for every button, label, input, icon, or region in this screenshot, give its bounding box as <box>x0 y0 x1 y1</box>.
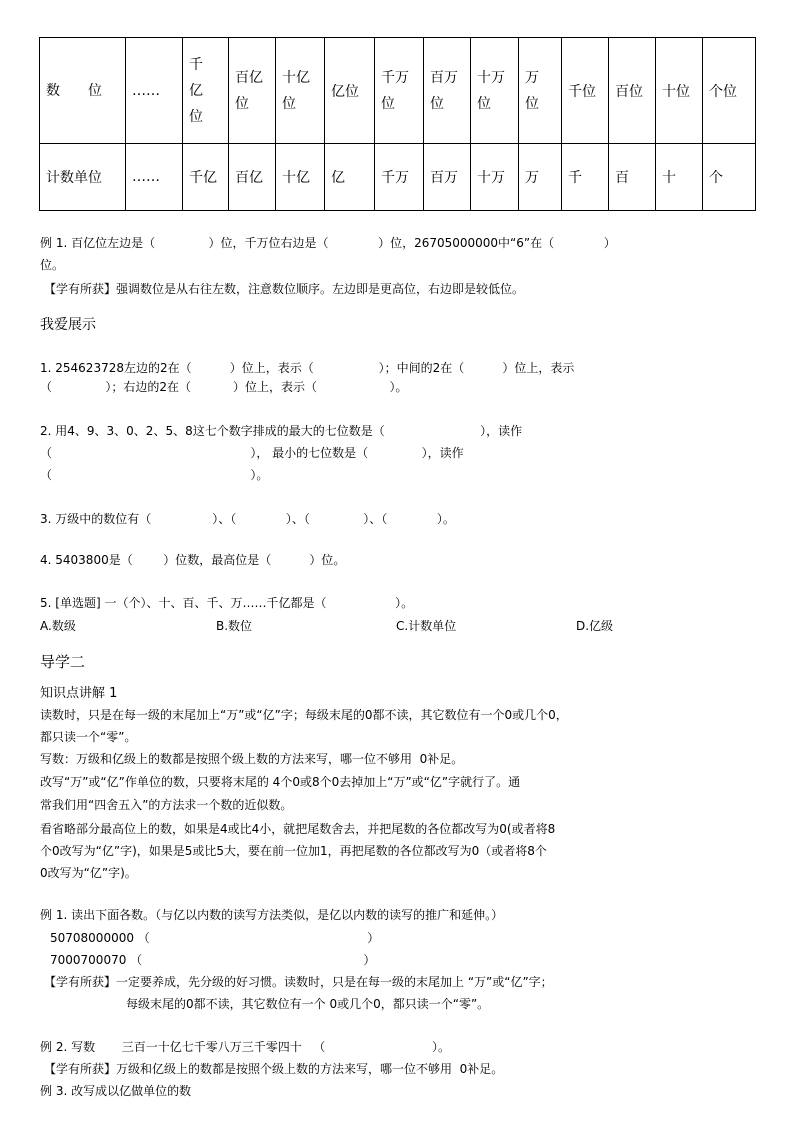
knowledge-line: 看省略部分最高位上的数，如果是4或比4小，就把尾数舍去，并把尾数的各位都改写为0(或者将8 <box>40 822 556 836</box>
table-row-unit <box>40 144 756 211</box>
option-b: B.数位 <box>216 619 253 633</box>
knowledge-line: 读数时，只是在每一级的末尾加上“万”或“亿”字；每级末尾的0都不读，其它数位有一个0或几个0， <box>40 708 568 722</box>
table-cell: 百 <box>609 144 656 211</box>
table-cell: 千亿 <box>183 144 229 211</box>
table-cell: 百位 <box>609 38 656 144</box>
question-3: 3. 万级中的数位有（ ）、（ ）、（ ）、（ ）。 <box>40 512 455 526</box>
option-c: C.计数单位 <box>396 619 457 633</box>
knowledge-line: 0改写为“亿”字)。 <box>40 866 137 880</box>
table-cell: 千 <box>562 144 609 211</box>
table-cell: 百亿 <box>229 144 276 211</box>
table-cell: 十万 位 <box>471 38 519 144</box>
table-cell: 计数单位 <box>40 144 126 211</box>
knowledge-line: 个0改写为“亿”字)，如果是5或比5大，要在前一位加1，再把尾数的各位都改写为0（或者将8个 <box>40 844 547 858</box>
option-d: D.亿级 <box>576 619 614 633</box>
question-1-line2: （ ）；右边的2在（ ）位上，表示（ ）。 <box>40 380 408 394</box>
example-write-note: 【学有所获】万级和亿级上的数都是按照个级上数的方法来写，哪一位不够用 0补足。 <box>44 1062 504 1076</box>
knowledge-title: 知识点讲解 1 <box>40 686 118 701</box>
example-rewrite-title: 例 3. 改写成以亿做单位的数 <box>40 1084 192 1098</box>
table-cell: 数 位 <box>40 38 126 144</box>
table-cell: 百万 位 <box>424 38 471 144</box>
table-cell: 个 <box>703 144 756 211</box>
question-2-line3: （ ）。 <box>40 468 269 482</box>
table-cell: 十万 <box>471 144 519 211</box>
table-cell: 十 <box>656 144 703 211</box>
table-cell: 千位 <box>562 38 609 144</box>
table-cell: 十位 <box>656 38 703 144</box>
section-title-2: 导学二 <box>40 653 86 671</box>
section-title-show: 我爱展示 <box>40 317 96 333</box>
question-4: 4. 5403800是（ ）位数，最高位是（ ）位。 <box>40 553 346 567</box>
question-5-stem: 5. [单选题] 一（个）、十、百、千、万……千亿都是（ ）。 <box>40 596 414 610</box>
place-value-table <box>39 37 756 211</box>
table-cell: 十亿 <box>276 144 325 211</box>
knowledge-line: 改写“万”或“亿”作单位的数，只要将末尾的 4个0或8个0去掉加上“万”或“亿”字就行了。通 <box>40 775 521 789</box>
table-cell: 千 亿 位 <box>183 38 229 144</box>
example-1-note: 【学有所获】强调数位是从右往左数，注意数位顺序。左边即是更高位，右边即是较低位。 <box>44 282 525 296</box>
table-row-place <box>40 38 756 144</box>
table-cell: 千万 位 <box>375 38 424 144</box>
option-a: A.数级 <box>40 619 76 633</box>
question-2-line2: （ ）， 最小的七位数是（ ），读作 <box>40 446 464 460</box>
table-cell: 百万 <box>424 144 471 211</box>
example-1-line1: 例 1. 百亿位左边是（ ）位，千万位右边是（ ）位，26705000000中“6”在（ ） <box>40 236 616 250</box>
table-cell: …… <box>126 144 183 211</box>
table-cell: 百亿 位 <box>229 38 276 144</box>
example-read-number-1: 50708000000 （ ） <box>50 931 380 945</box>
table-cell: 个位 <box>703 38 756 144</box>
question-2-line1: 2. 用4、9、3、0、2、5、8这七个数字排成的最大的七位数是（ ），读作 <box>40 424 523 438</box>
example-1-line2: 位。 <box>40 258 65 272</box>
table-cell: …… <box>126 38 183 144</box>
table-cell: 亿 <box>325 144 375 211</box>
table-cell: 千万 <box>375 144 424 211</box>
example-read-title: 例 1. 读出下面各数。（与亿以内数的读写方法类似，是亿以内数的读写的推广和延伸。） <box>40 908 504 922</box>
table-cell: 万 <box>519 144 562 211</box>
knowledge-line: 写数：万级和亿级上的数都是按照个级上数的方法来写，哪一位不够用 0补足。 <box>40 752 464 766</box>
question-1-line1: 1. 254623728左边的2在（ ）位上，表示（ ）；中间的2在（ ）位上，表示 <box>40 361 575 375</box>
example-read-number-2: 7000700070 （ ） <box>50 953 376 967</box>
example-read-note-2: 每级末尾的0都不读，其它数位有一个 0或几个0，都只读一个“零”。 <box>126 997 490 1011</box>
example-write-line: 例 2. 写数 三百一十亿七千零八万三千零四十 （ ）。 <box>40 1040 451 1054</box>
table-cell: 亿位 <box>325 38 375 144</box>
example-read-note-1: 【学有所获】一定要养成，先分级的好习惯。读数时，只是在每一级的末尾加上 “万”或“亿”字； <box>44 975 553 989</box>
table-cell: 万 位 <box>519 38 562 144</box>
table-cell: 十亿 位 <box>276 38 325 144</box>
knowledge-line: 都只读一个“零”。 <box>40 730 137 744</box>
knowledge-line: 常我们用“四舍五入”的方法求一个数的近似数。 <box>40 798 293 812</box>
